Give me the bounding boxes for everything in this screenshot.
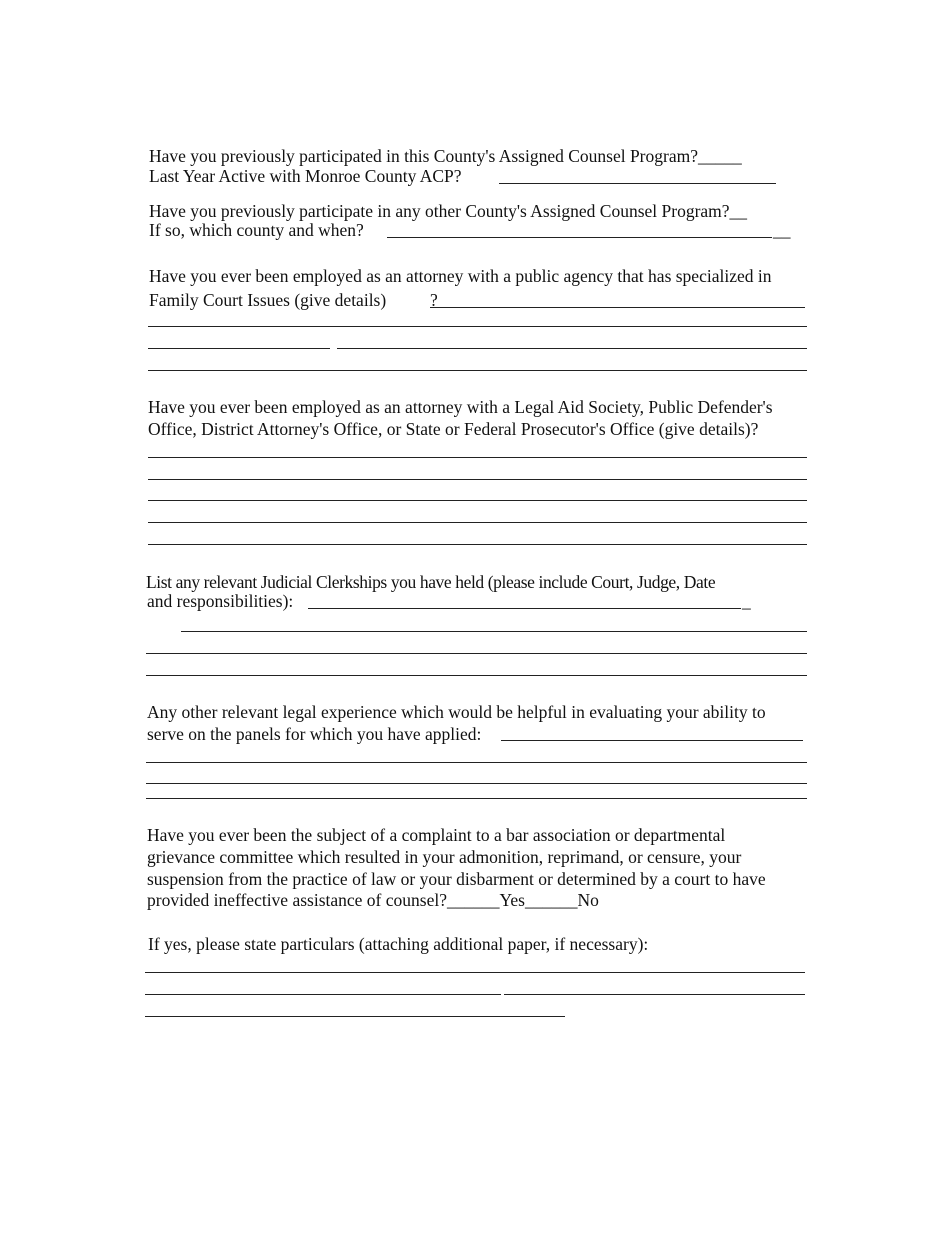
q4-question-line2: Office, District Attorney's Office, or State or Federal Prosecutor's Office (give details)? (148, 419, 759, 439)
q8-answer-line-2b[interactable] (504, 994, 805, 995)
q1-question: Have you previously participated in this County's Assigned Counsel Program?_____ (149, 146, 742, 166)
q6-answer-line-3[interactable] (146, 783, 807, 784)
q3-answer-line-1[interactable] (430, 307, 805, 308)
q5-question-line2: and responsibilities): (147, 591, 294, 611)
q6-question-line1: Any other relevant legal experience which would be helpful in evaluating your ability to (147, 702, 766, 722)
q1-last-year-answer-line[interactable] (499, 183, 776, 184)
q5-answer-line-2[interactable] (181, 631, 807, 632)
q1-last-year-label: Last Year Active with Monroe County ACP? (149, 166, 462, 186)
q7-question-line1: Have you ever been the subject of a complaint to a bar association or departmental (147, 825, 726, 845)
q6-answer-line-1[interactable] (501, 740, 803, 741)
q5-answer-line-3[interactable] (146, 653, 807, 654)
q2-question: Have you previously participate in any other County's Assigned Counsel Program?__ (149, 201, 748, 221)
q3-question-mark: ? (430, 290, 438, 310)
q3-answer-line-3b[interactable] (337, 348, 807, 349)
q7-question-line4: provided ineffective assistance of counsel?______Yes______No (147, 890, 599, 910)
q8-answer-line-1[interactable] (145, 972, 805, 973)
q2-which-county-answer-line[interactable] (387, 237, 772, 238)
q8-answer-line-3[interactable] (145, 1016, 565, 1017)
q6-answer-line-4[interactable] (146, 798, 807, 799)
q4-answer-line-5[interactable] (148, 544, 807, 545)
q2-which-county-label: If so, which county and when? (149, 220, 364, 240)
q5-question-line1: List any relevant Judicial Clerkships you have held (please include Court, Judge, Date (146, 572, 716, 592)
q5-answer-line-4[interactable] (146, 675, 807, 676)
q2-answer-tail: __ (773, 220, 791, 240)
q4-answer-line-2[interactable] (148, 479, 807, 480)
q6-answer-line-2[interactable] (146, 762, 807, 763)
q4-answer-line-1[interactable] (148, 457, 807, 458)
q7-question-line3: suspension from the practice of law or your disbarment or determined by a court to have (147, 869, 766, 889)
q3-answer-line-3a[interactable] (148, 348, 330, 349)
q8-question: If yes, please state particulars (attaching additional paper, if necessary): (148, 934, 649, 954)
q4-answer-line-4[interactable] (148, 522, 807, 523)
q3-question-line2: Family Court Issues (give details) (149, 290, 387, 310)
q3-answer-line-2[interactable] (148, 326, 807, 327)
q3-question-line1: Have you ever been employed as an attorney with a public agency that has specialized in (149, 266, 772, 286)
q8-answer-line-2a[interactable] (145, 994, 501, 995)
q4-question-line1: Have you ever been employed as an attorney with a Legal Aid Society, Public Defender's (148, 397, 773, 417)
q3-answer-line-4[interactable] (148, 370, 807, 371)
q6-question-line2: serve on the panels for which you have applied: (147, 724, 482, 744)
q7-question-line2: grievance committee which resulted in your admonition, reprimand, or censure, your (147, 847, 742, 867)
q4-answer-line-3[interactable] (148, 500, 807, 501)
q5-answer-tail: _ (742, 591, 751, 611)
q5-answer-line-1[interactable] (308, 608, 741, 609)
